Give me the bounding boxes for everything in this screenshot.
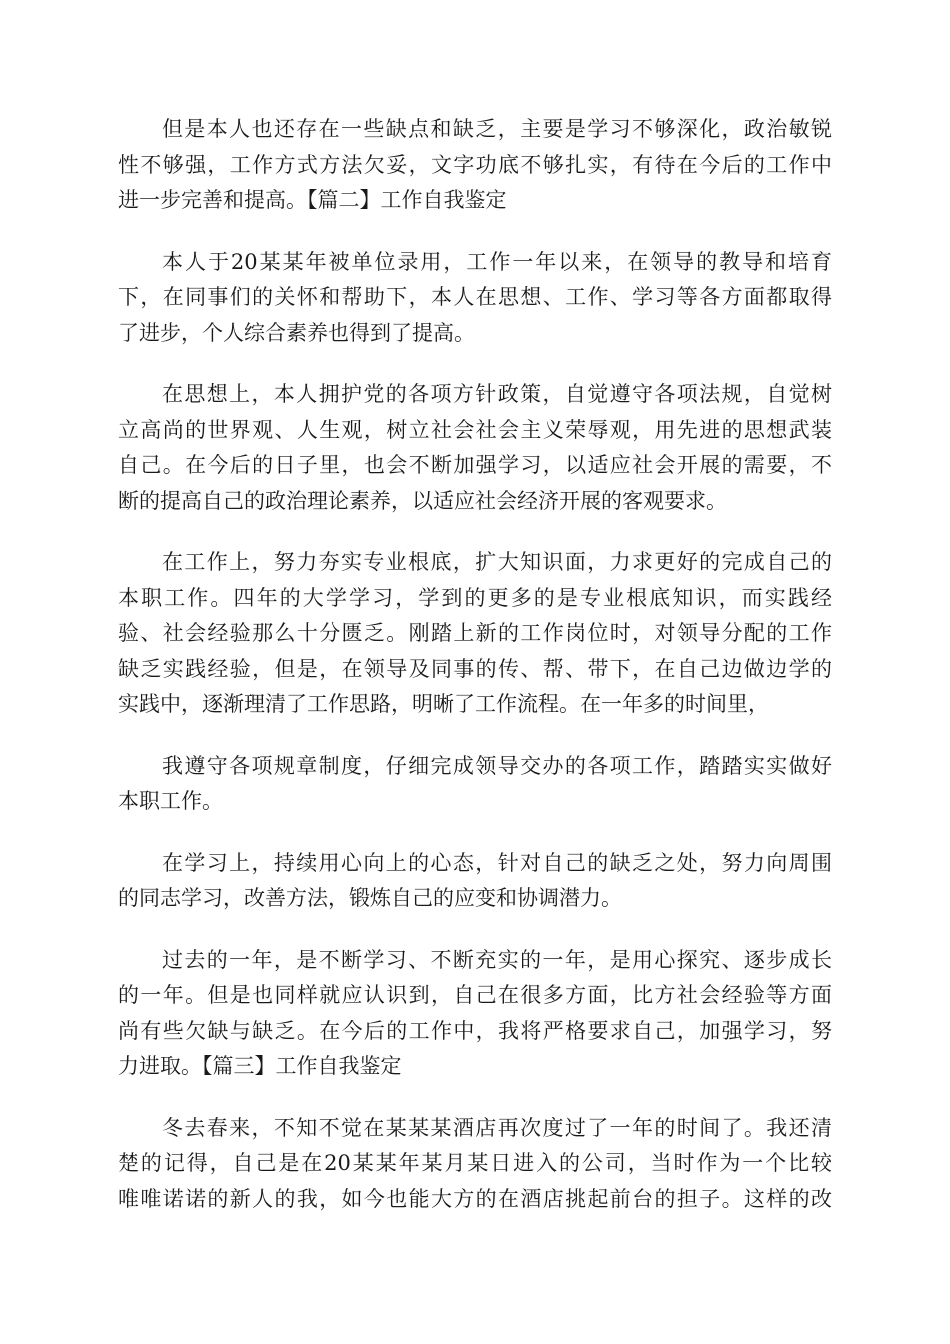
text-line: 自己。在今后的日子里，也会不断加强学习，以适应社会开展的需要，不 (118, 453, 832, 477)
text-line: 唯唯诺诺的新人的我，如今也能大方的在酒店挑起前台的担子。这样的改 (118, 1186, 832, 1211)
text-line: 在学习上，持续用心向上的心态，针对自己的缺乏之处，努力向周围 (162, 850, 832, 875)
text-line: 实践中，逐渐理清了工作思路，明晰了工作流程。在一年多的时间里， (118, 692, 769, 716)
text-line: 的一年。但是也同样就应认识到，自己在很多方面，比方社会经验等方面 (118, 983, 832, 1007)
paragraph-6 (118, 846, 832, 917)
text-line: 进一步完善和提高。【篇二】工作自我鉴定 (118, 188, 507, 212)
text-line: 下，在同事们的关怀和帮助下，本人在思想、工作、学习等各方面都取得 (118, 285, 832, 309)
paragraph-3 (118, 377, 832, 519)
paragraph-7 (118, 943, 832, 1085)
text-line: 验、社会经验那么十分匮乏。刚踏上新的工作岗位时，对领导分配的工作 (118, 621, 832, 645)
text-line: 了进步，个人综合素养也得到了提高。 (118, 320, 475, 345)
text-line: 性不够强，工作方式方法欠妥，文字功底不够扎实，有待在今后的工作中 (118, 152, 832, 177)
paragraph-5 (118, 749, 832, 820)
paragraph-1 (118, 112, 832, 219)
paragraph-2 (118, 245, 832, 352)
text-line: 过去的一年，是不断学习、不断充实的一年，是用心探究、逐步成长 (162, 947, 832, 972)
text-line: 楚的记得，自己是在20某某年某月某日进入的公司，当时作为一个比较 (118, 1151, 832, 1175)
text-line: 在工作上，努力夯实专业根底，扩大知识面，力求更好的完成自己的 (162, 550, 832, 574)
text-line: 缺乏实践经验，但是，在领导及同事的传、帮、带下，在自己边做边学的 (118, 656, 832, 681)
text-line: 冬去春来，不知不觉在某某某酒店再次度过了一年的时间了。我还清 (162, 1115, 832, 1140)
document-body (118, 112, 832, 1217)
text-line: 尚有些欠缺与缺乏。在今后的工作中，我将严格要求自己，加强学习，努 (118, 1018, 832, 1043)
text-line: 在思想上，本人拥护党的各项方针政策，自觉遵守各项法规，自觉树 (162, 382, 832, 406)
paragraph-4 (118, 545, 832, 723)
text-line: 但是本人也还存在一些缺点和缺乏，主要是学习不够深化，政治敏锐 (162, 117, 832, 141)
text-line: 本职工作。 (118, 789, 223, 813)
text-line: 断的提高自己的政治理论素养，以适应社会经济开展的客观要求。 (118, 488, 727, 513)
paragraph-8 (118, 1111, 832, 1218)
text-line: 我遵守各项规章制度，仔细完成领导交办的各项工作，踏踏实实做好 (162, 753, 832, 778)
text-line: 立高尚的世界观、人生观，树立社会社会主义荣辱观，用先进的思想武装 (118, 417, 832, 442)
text-line: 本职工作。四年的大学学习，学到的更多的是专业根底知识，而实践经 (118, 585, 832, 610)
text-line: 力进取。【篇三】工作自我鉴定 (118, 1054, 402, 1078)
text-line: 的同志学习，改善方法，锻炼自己的应变和协调潜力。 (118, 886, 622, 910)
text-line: 本人于20某某年被单位录用，工作一年以来，在领导的教导和培育 (162, 249, 832, 274)
